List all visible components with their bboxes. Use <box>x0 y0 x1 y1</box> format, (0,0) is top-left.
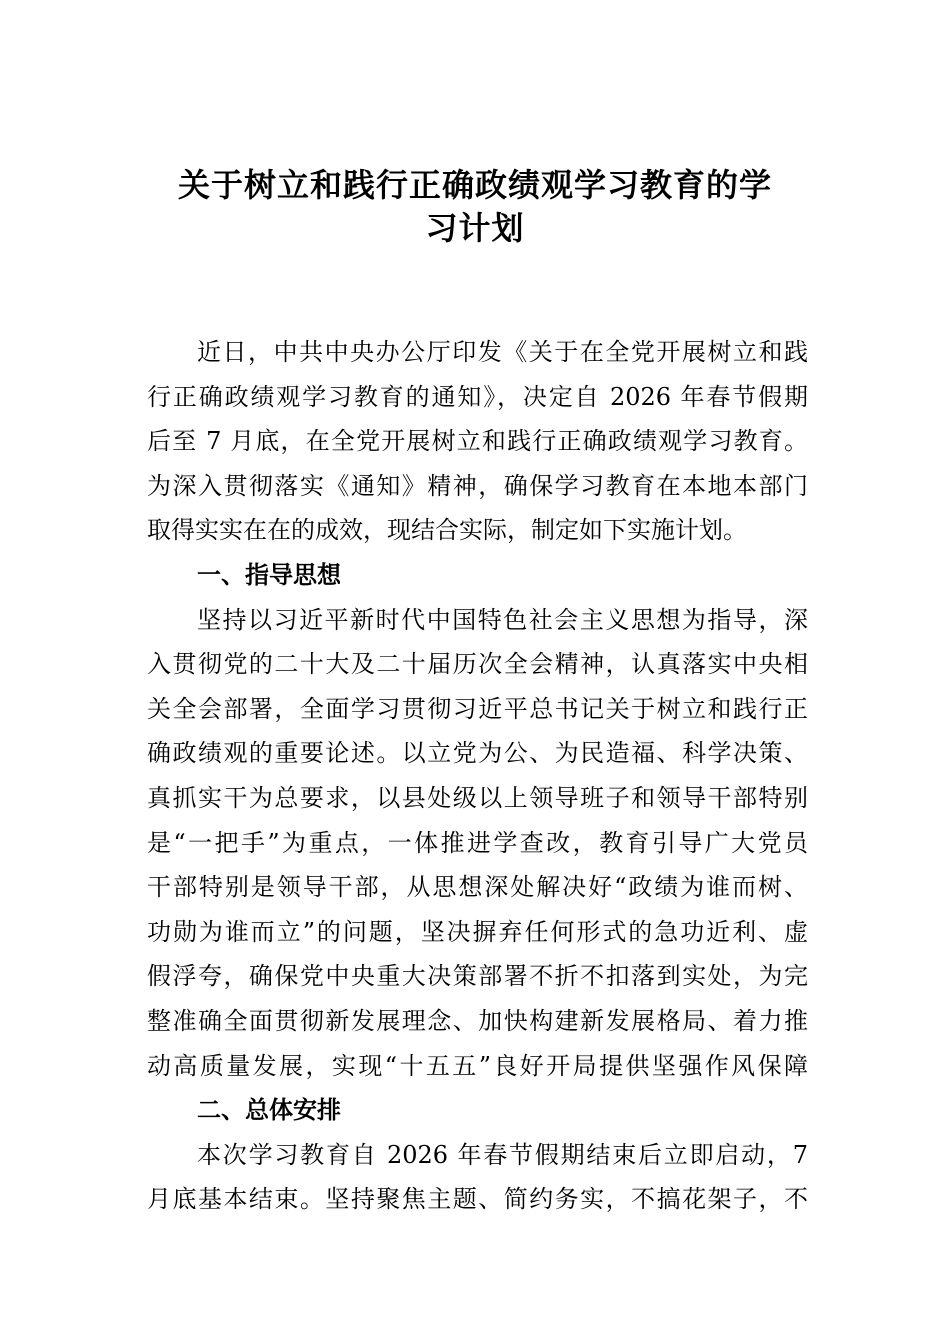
document-title-line-2: 习计划 <box>425 209 525 247</box>
paragraph-line: 关全会部署，全面学习贯彻习近平总书记关于树立和践行正 <box>147 694 808 723</box>
paragraph-line: 取得实实在在的成效，现结合实际，制定如下实施计划。 <box>147 516 747 545</box>
paragraph-line: 是“一把手”为重点，一体推进学查改，教育引导广大党员 <box>147 828 808 857</box>
paragraph-line: 本次学习教育自 2026 年春节假期结束后立即启动，7 <box>197 1140 808 1169</box>
paragraph-line: 月底基本结束。坚持聚焦主题、简约务实，不搞花架子，不 <box>147 1185 808 1214</box>
paragraph-line: 确政绩观的重要论述。以立党为公、为民造福、科学决策、 <box>147 739 808 768</box>
paragraph-line: 入贯彻党的二十大及二十届历次全会精神，认真落实中央相 <box>147 650 808 679</box>
section-heading: 二、总体安排 <box>197 1096 341 1125</box>
paragraph-line: 真抓实干为总要求，以县处级以上领导班子和领导干部特别 <box>147 783 808 812</box>
section-heading: 一、指导思想 <box>197 560 341 589</box>
paragraph-line: 为深入贯彻落实《通知》精神，确保学习教育在本地本部门 <box>147 471 808 500</box>
document-title-line-1: 关于树立和践行正确政绩观学习教育的学 <box>177 166 772 204</box>
paragraph-line: 动高质量发展，实现“十五五”良好开局提供坚强作风保障 <box>147 1051 808 1080</box>
paragraph-line: 假浮夸，确保党中央重大决策部署不折不扣落到实处，为完 <box>147 962 808 991</box>
paragraph-line: 整准确全面贯彻新发展理念、加快构建新发展格局、着力推 <box>147 1006 808 1035</box>
paragraph-line: 后至 7 月底，在全党开展树立和践行正确政绩观学习教育。 <box>147 427 808 456</box>
paragraph-line: 功勋为谁而立”的问题，坚决摒弃任何形式的急功近利、虚 <box>147 917 808 946</box>
paragraph-line: 行正确政绩观学习教育的通知》，决定自 2026 年春节假期 <box>147 382 808 411</box>
paragraph-line: 干部特别是领导干部，从思想深处解决好“政绩为谁而树、 <box>147 873 808 902</box>
document-body <box>147 330 808 1222</box>
paragraph-line: 坚持以习近平新时代中国特色社会主义思想为指导，深 <box>197 605 808 634</box>
paragraph-line: 近日，中共中央办公厅印发《关于在全党开展树立和践 <box>197 338 808 366</box>
